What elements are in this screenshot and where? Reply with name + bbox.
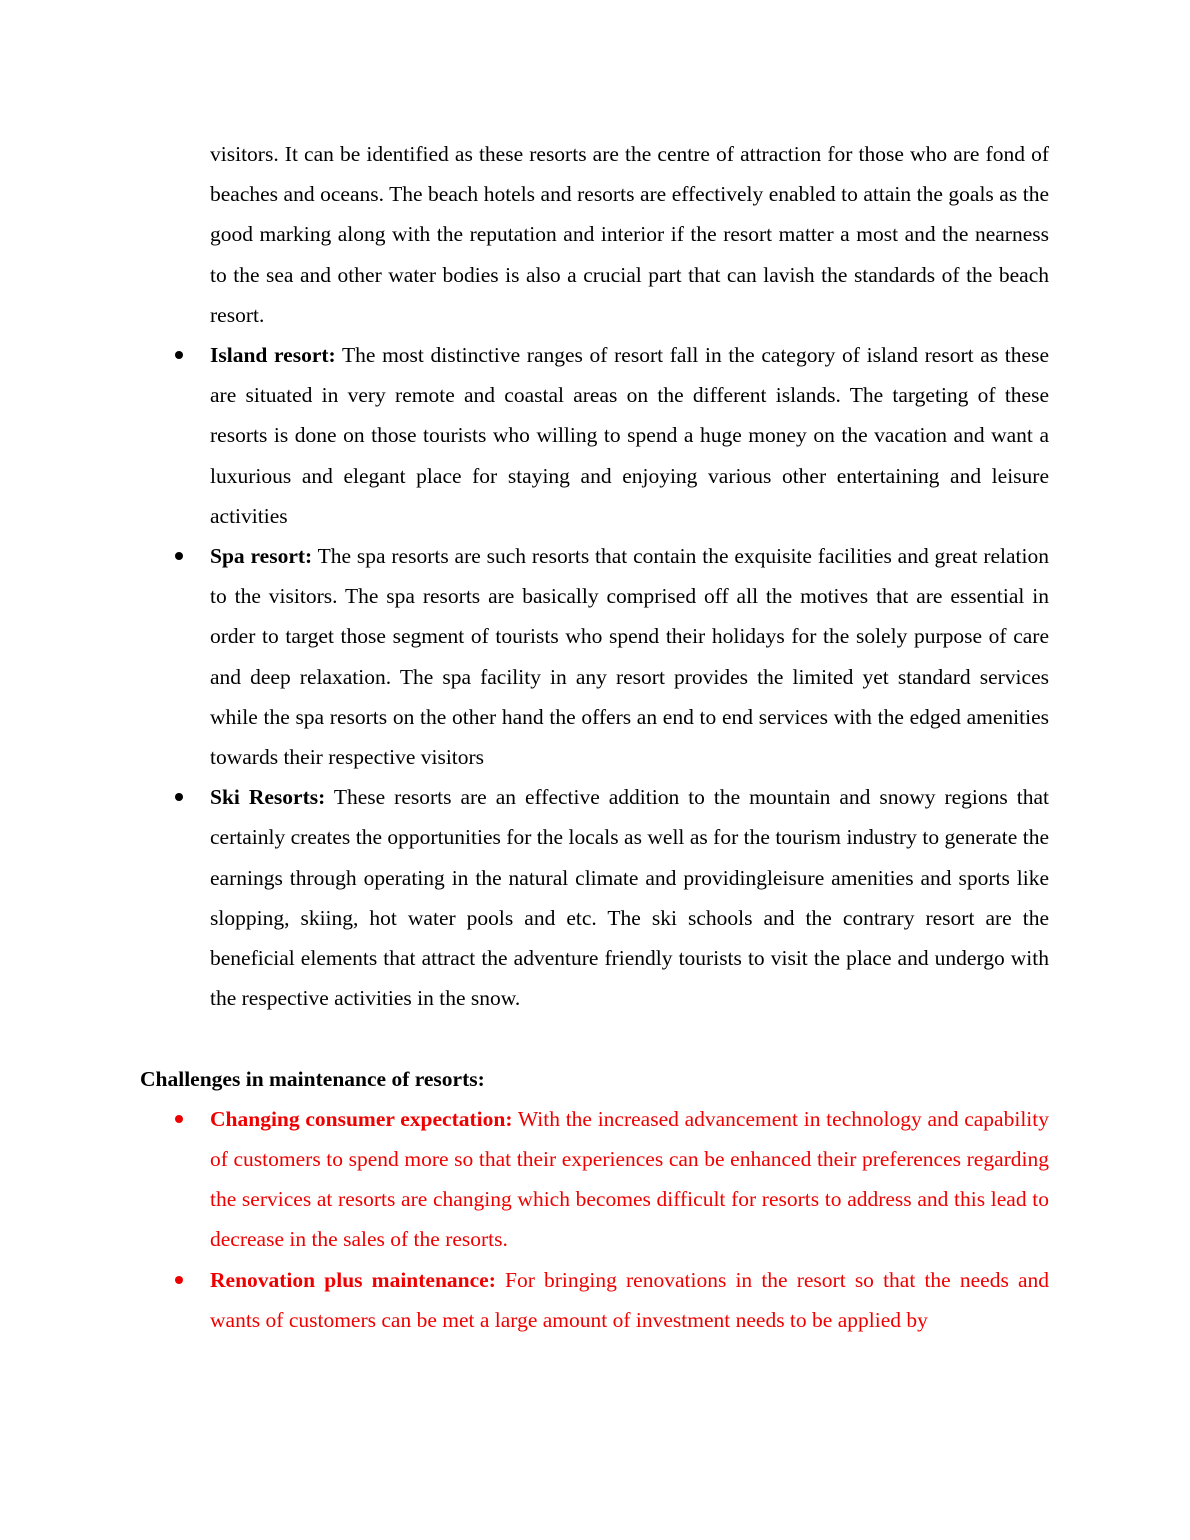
- bullet-text: With the increased advancement in technology and capability of customers to spend more so that their experiences can be enhanced their preferences regarding the services at resorts are changing which becomes difficult for resorts to address and this lead to decrease in the sales of the resorts.: [210, 1106, 1049, 1252]
- bullet-label: Spa resort:: [210, 544, 313, 569]
- list-item-renovation-plus-maintenance: [140, 1260, 1049, 1340]
- list-item-ski-resorts: [140, 777, 1049, 1018]
- bullet-label: Ski Resorts:: [210, 785, 326, 810]
- bullet-text: The most distinctive ranges of resort fall in the category of island resort as these are situated in very remote and coastal areas on the different islands. The targeting of these resorts is done on those tourists who willing to spend a huge money on the vacation and want a luxurious and elegant place for staying and enjoying various other entertaining and leisure activities: [210, 343, 1049, 528]
- list-item-spa-resort: [140, 536, 1049, 777]
- list-item-changing-consumer-expectation: [140, 1099, 1049, 1260]
- bullet-label: Changing consumer expectation:: [210, 1106, 513, 1131]
- bullet-text: The spa resorts are such resorts that contain the exquisite facilities and great relation to the visitors. The spa resorts are basically comprised off all the motives that are essential in order to target those segment of tourists who spend their holidays for the solely purpose of care and deep relaxation. The spa facility in any resort provides the limited yet standard services while the spa resorts on the other hand the offers an end to end services with the edged amenities towards their respective visitors: [210, 544, 1049, 770]
- page-content: [140, 134, 1049, 1340]
- bullet-icon: [175, 1276, 183, 1284]
- continuation-paragraph: visitors. It can be identified as these resorts are the centre of attraction for those who are fond of beaches and oceans. The beach hotels and resorts are effectively enabled to attain the goals as the good marking along with the reputation and interior if the resort matter a most and the nearness to the sea and other water bodies is also a crucial part that can lavish the standards of the beach resort.: [210, 142, 1049, 327]
- blank-line: [140, 1018, 1049, 1058]
- bullet-text: For bringing renovations in the resort so that the needs and wants of customers can be met a large amount of investment needs to be applied by: [210, 1267, 1049, 1332]
- bullet-icon: [175, 351, 183, 359]
- section-heading-challenges: Challenges in maintenance of resorts:: [140, 1066, 485, 1091]
- bullet-icon: [175, 1115, 183, 1123]
- bullet-text: These resorts are an effective addition to the mountain and snowy regions that certainly creates the opportunities for the locals as well as for the tourism industry to generate the earnings through operating in the natural climate and providingleisure amenities and sports like slopping, skiing, hot water pools and etc. The ski schools and the contrary resort are the beneficial elements that attract the adventure friendly tourists to visit the place and undergo with the respective activities in the snow.: [210, 785, 1049, 1011]
- list-item-island-resort: [140, 335, 1049, 536]
- challenges-list: [140, 1099, 1049, 1340]
- bullet-icon: [175, 552, 183, 560]
- bullet-label: Island resort:: [210, 343, 336, 368]
- bullet-label: Renovation plus maintenance:: [210, 1267, 496, 1292]
- resort-types-list: [140, 335, 1049, 1018]
- bullet-icon: [175, 793, 183, 801]
